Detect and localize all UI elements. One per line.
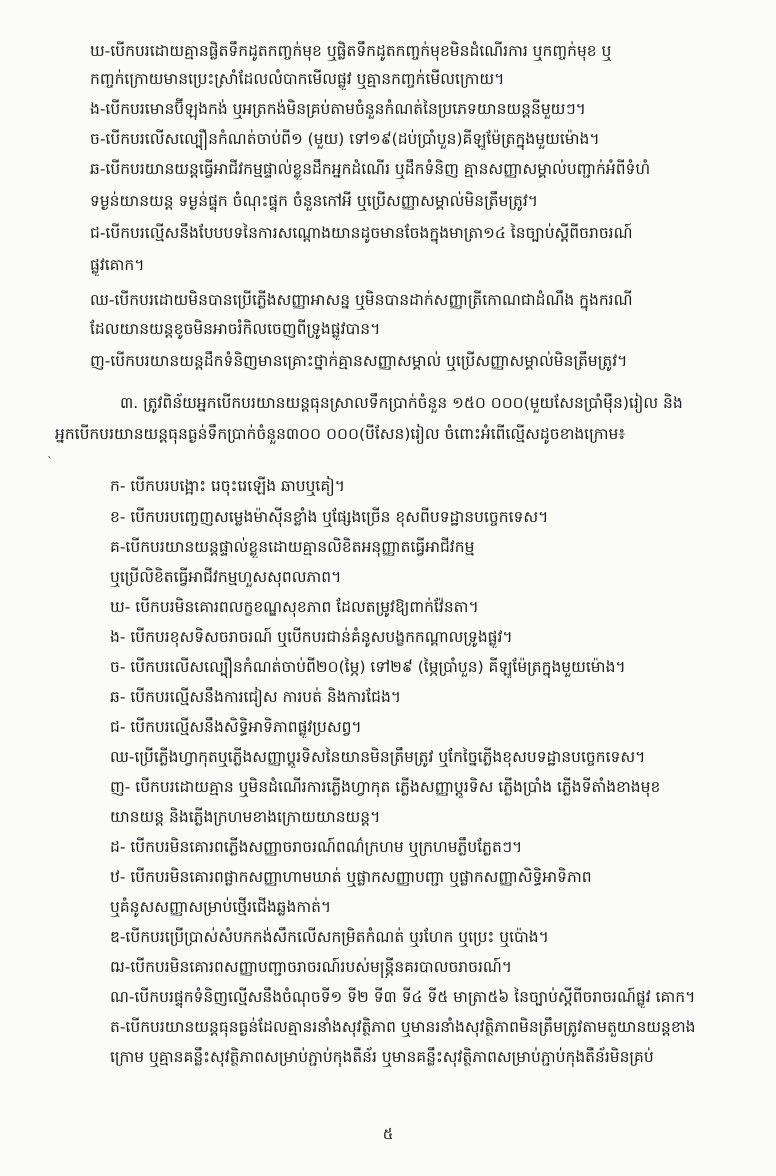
scan-mark: ` [47, 455, 53, 469]
list-item-continuation: ដែលយានយន្តខូចមិនអាចរំកិលចេញពីទ្រូងផ្លូវបាន។ [90, 320, 381, 338]
list-item: ង- បើកបរខុសទិសចរាចរណ៍ ឬបើកបរជាន់គំនូសបង្ខកកណ្តាលទ្រូងផ្លូវ។ [110, 628, 513, 646]
list-item: ជ- បើកបរល្មើសនឹងសិទ្ធិអាទិភាពផ្លូវប្រសព្វ។ [110, 718, 362, 736]
list-item: ក- បើកបរបង្អោះ រេចុះរេឡើង ឆាបឬគៀ។ [110, 477, 346, 495]
list-item: គ-បើកបរយានយន្តផ្ទាល់ខ្លួនដោយគ្មានលិខិតអនុញ្ញាតធ្វើអាជីវកម្ម [110, 538, 475, 556]
list-item: ញ- បើកបរដោយគ្មាន ឬមិនដំណើរការភ្លើងហ្វាកុត ភ្លើងសញ្ញាប្តូរទិស ភ្លើងប្រាំង ភ្លើងទីតាំងខាងមុខ [110, 778, 661, 796]
page-number: ៥ [382, 1125, 394, 1143]
list-item-continuation: ទម្ងន់យានយន្ត ទម្ងន់ផ្ទុក ចំណុះផ្ទុក ចំនួនកៅអី ឬប្រើសញ្ញាសម្គាល់មិនត្រឹមត្រូវ។ [90, 192, 539, 210]
list-item: ង-បើកបរមោនប៊ីឡុងកង់ ឬអត្រកង់មិនគ្រប់តាមចំនួនកំណត់នៃប្រភេទយានយន្តនីមួយៗ។ [90, 100, 586, 118]
list-item: ឍ-បើកបរមិនគោរពសញ្ញាបញ្ជាចរាចរណ៍របស់មន្ត្រីនគរបាលចរាចរណ៍។ [110, 958, 513, 976]
list-item-continuation: ផ្លូវគោក។ [90, 256, 145, 274]
list-item-continuation: ក្រោម ឬគ្មានគន្លឹះសុវត្ថិភាពសម្រាប់ភ្ជាប់កុងតឺន័រ ឬមានគន្លឹះសុវត្ថិភាពសម្រាប់ភ្ជាប់កុងតឺន័រមិនគ្រប់ [110, 1048, 654, 1066]
list-item: ណ-បើកបរផ្ទុកទំនិញល្មើសនឹងចំណុចទី១ ទី២ ទី៣ ទី៤ ទី៥ មាត្រា៥៦ នៃច្បាប់ស្តីពីចរាចរណ៍ផ្លូវ គោក។ [110, 988, 696, 1006]
paragraph-line: អ្នកបើកបរយានយន្តធុនធ្ងន់ទឹកប្រាក់ចំនួន៣០០ ០០០(បីសែន)រៀល ចំពោះអំពើល្មើសដូចខាងក្រោម៖ [55, 425, 626, 443]
list-item-continuation: កញ្ចក់ក្រោយមានប្រេះស្រាំដែលលំបាកមើលផ្លូវ ឬគ្មានកញ្ចក់មើលក្រោយ។ [90, 70, 505, 88]
list-item-continuation: យានយន្ត និងភ្លើងក្រហមខាងក្រោយយានយន្ត។ [110, 808, 381, 826]
list-item-continuation: ឬគំនូសសញ្ញាសម្រាប់ថ្មើរជើងឆ្លងកាត់។ [110, 898, 332, 916]
list-item: ឆ-បើកបរយានយន្តធ្វើអាជីវកម្មផ្ទាល់ខ្លួនដឹកអ្នកដំណើរ ឬដឹកទំនិញ គ្មានសញ្ញាសម្គាល់បញ្ជាក់អំពីទំហំ [90, 160, 651, 178]
list-item: ច-បើកបរលើសល្បឿនកំណត់ចាប់ពី១ (មួយ) ទៅ១៩(ដប់ប្រាំបួន)គីឡូម៉ែត្រក្នុងមួយម៉ោង។ [90, 130, 600, 148]
list-item: ជ-បើកបរល្មើសនឹងបែបបទនៃការសណ្តោងយានដូចមានចែងក្នុងមាត្រា១៤ នៃច្បាប់ស្តីពីចរាចរណ៍ [90, 224, 633, 242]
list-item: ត-បើកបរយានយន្តធុនធ្ងន់ដែលគ្មានរនាំងសុវត្ថិភាព ឬមានរនាំងសុវត្ថិភាពមិនត្រឹមត្រូវតាមតួយានយន្តខាង [110, 1018, 696, 1036]
list-item: ដ- បើកបរមិនគោរពភ្លើងសញ្ញាចរាចរណ៍ពណ៌ក្រហម ឬក្រហមភ្លឹបភ្លែតៗ។ [110, 838, 523, 856]
list-item: ឈ-ប្រើភ្លើងហ្វាកុតឬភ្លើងសញ្ញាប្តូរទិសនៃយានមិនត្រឹមត្រូវ ឬកែច្នៃភ្លើងខុសបទដ្ឋានបច្ចេកទេស។ [110, 748, 646, 766]
list-item: ឆ- បើកបរល្មើសនឹងការជៀស ការបត់ និងការជែង។ [110, 688, 402, 706]
list-item: ខ- បើកបរបញ្ចេញសម្លេងម៉ាស៊ីនខ្លាំង ឬផ្សែងច្រើន ខុសពីបទដ្ឋានបច្ចេកទេស។ [110, 508, 549, 526]
paragraph-line: ៣. ត្រូវពិន័យអ្នកបើកបរយានយន្តធុនស្រាលទឹកប្រាក់ចំនួន ១៥០ ០០០(មួយសែនប្រាំម៉ឺន)រៀល និង [120, 394, 683, 412]
list-item: ច- បើកបរលើសល្បឿនកំណត់ចាប់ពី២០(ម្ភៃ) ទៅ២៩ (ម្ភៃប្រាំបួន) គីឡូម៉ែត្រក្នុងមួយម៉ោង។ [110, 658, 626, 676]
list-item: ឃ- បើកបរមិនគោរពលក្ខខណ្ឌសុខភាព ដែលតម្រូវឱ្យពាក់វ៉ែនតា។ [110, 598, 479, 616]
list-item: ឌ-បើកបរប្រើប្រាស់សំបកកង់សឹកលើសកម្រិតកំណត់ ឬរហែក ឬប្រេះ ឬប៉ោង។ [110, 928, 549, 946]
list-item-continuation: ឬប្រើលិខិតធ្វើអាជីវកម្មហួសសុពលភាព។ [110, 568, 342, 586]
list-item: ឋ- បើកបរមិនគោរពផ្លាកសញ្ញាហាមឃាត់ ឬផ្លាកសញ្ញាបញ្ជា ឬផ្លាកសញ្ញាសិទ្ធិអាទិភាព [110, 868, 592, 886]
list-item: ឃ-បើកបរដោយគ្មានផ្លិតទឹកដូតកញ្ចក់មុខ ឬផ្លិតទឹកដូតកញ្ចក់មុខមិនដំណើរការ ឬកញ្ចក់មុខ ឬ [90, 42, 612, 60]
list-item: ឈ-បើកបរដោយមិនបានប្រើភ្លើងសញ្ញាអាសន្ន ឬមិនបានដាក់សញ្ញាត្រីកោណជាដំណឹង ក្នុងករណី [90, 291, 633, 309]
list-item: ញ-បើកបរយានយន្តដឹកទំនិញមានគ្រោះថ្នាក់គ្មានសញ្ញាសម្គាល់ ឬប្រើសញ្ញាសម្គាល់មិនត្រឹមត្រូវ។ [90, 352, 628, 370]
